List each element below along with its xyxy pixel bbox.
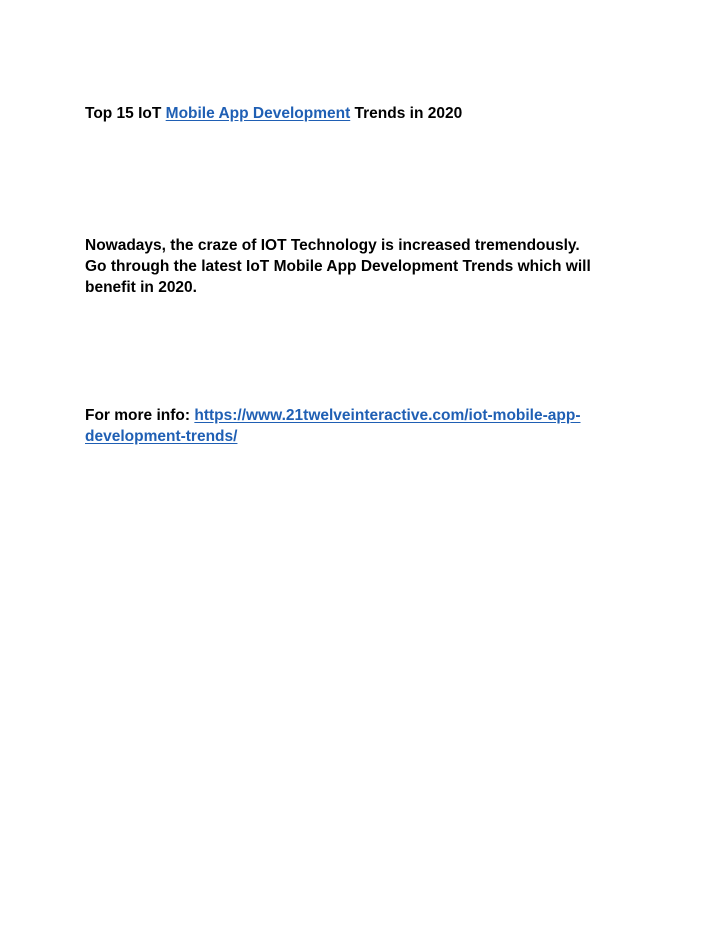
more-info-link-part-1[interactable]: https://www.21twelveinteractive.com/iot-mobile-app- bbox=[194, 407, 581, 424]
title-suffix: Trends in 2020 bbox=[350, 105, 463, 122]
more-info-link-part-2[interactable]: development-trends/ bbox=[85, 428, 238, 445]
title-prefix: Top 15 IoT bbox=[85, 105, 166, 122]
document-title bbox=[85, 103, 462, 124]
more-info-label: For more info: bbox=[85, 407, 195, 424]
body-text-line: Nowadays, the craze of IOT Technology is increased tremendously. bbox=[85, 237, 580, 254]
body-text-line: Go through the latest IoT Mobile App Development Trends which will bbox=[85, 258, 591, 275]
more-info-link-continuation bbox=[85, 426, 237, 447]
more-info-line bbox=[85, 405, 581, 426]
title-link-mobile-app-development[interactable]: Mobile App Development bbox=[165, 105, 351, 122]
body-text-line: benefit in 2020. bbox=[85, 279, 197, 296]
